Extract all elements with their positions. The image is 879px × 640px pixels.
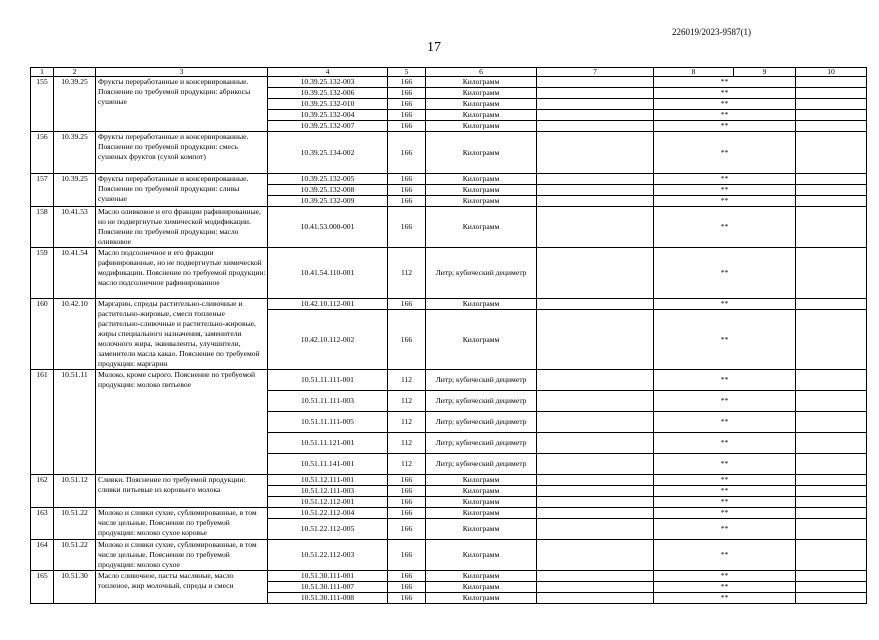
unit-name: Килограмм — [426, 196, 537, 207]
cell-col7 — [537, 310, 654, 370]
column-number-row — [31, 68, 867, 77]
product-description: Масло подсолнечное и его фракции рафинированные, но не подвергнутые химической модификации. Пояснение по требуемой продукции: масло подсолнечное рафинированное — [96, 248, 268, 299]
ktru-code: 10.39.25.132-009 — [268, 196, 388, 207]
cell-col7 — [537, 412, 654, 433]
mark-cell: ** — [654, 207, 796, 248]
unit-name: Килограмм — [426, 185, 537, 196]
ktru-code: 10.39.25.132-007 — [268, 121, 388, 132]
okpd-code: 10.51.30 — [54, 571, 96, 604]
okpd-code: 10.42.10 — [54, 299, 96, 370]
ktru-code: 10.51.12.111-001 — [268, 475, 388, 486]
mark-cell: ** — [654, 132, 796, 174]
ktru-code: 10.51.22.112-005 — [268, 519, 388, 540]
cell-col7 — [537, 185, 654, 196]
okpd-code: 10.51.22 — [54, 508, 96, 540]
ktru-code: 10.41.54.110-001 — [268, 248, 388, 299]
mark-cell: ** — [654, 185, 796, 196]
mark-cell: ** — [654, 370, 796, 391]
row-number: 160 — [31, 299, 54, 370]
product-description: Масло оливковое и его фракции рафинированные, но не подвергнутые химической модификации. Пояснение по требуемой продукции: масло оливковое — [96, 207, 268, 248]
unit-name: Килограмм — [426, 508, 537, 519]
cell-col7 — [537, 299, 654, 310]
unit-name: Килограмм — [426, 582, 537, 593]
okpd-code: 10.51.11 — [54, 370, 96, 475]
mark-cell: ** — [654, 88, 796, 99]
unit-name: Литр; кубический дециметр — [426, 454, 537, 475]
cell-col10 — [796, 174, 867, 185]
cell-col7 — [537, 593, 654, 604]
okei-code: 166 — [388, 99, 426, 110]
mark-cell: ** — [654, 77, 796, 88]
products-table — [30, 67, 867, 604]
cell-col7 — [537, 248, 654, 299]
cell-col7 — [537, 99, 654, 110]
mark-cell: ** — [654, 310, 796, 370]
cell-col10 — [796, 593, 867, 604]
product-description: Маргарин, спреды растительно-сливочные и растительно-жировые, смеси топленые растительно-сливочные и растительно-жировые, жиры специального назначения, заменители молочного жира, эквиваленты, улучшители, заменители масла какао. Пояснение по требуемой продукции: маргарин — [96, 299, 268, 370]
okei-code: 112 — [388, 412, 426, 433]
column-number: 3 — [96, 68, 268, 77]
okei-code: 166 — [388, 121, 426, 132]
row-number: 161 — [31, 370, 54, 475]
table-row — [31, 207, 867, 248]
okei-code: 166 — [388, 475, 426, 486]
unit-name: Килограмм — [426, 540, 537, 571]
okei-code: 112 — [388, 370, 426, 391]
column-number: 2 — [54, 68, 96, 77]
row-number: 162 — [31, 475, 54, 508]
table-row — [31, 132, 867, 174]
unit-name: Килограмм — [426, 174, 537, 185]
ktru-code: 10.51.30.111-001 — [268, 571, 388, 582]
table-row — [31, 370, 867, 391]
column-number: 1 — [31, 68, 54, 77]
row-number: 155 — [31, 77, 54, 132]
ktru-code: 10.39.25.132-003 — [268, 77, 388, 88]
table-row — [31, 299, 867, 310]
table-row — [31, 475, 867, 486]
document-number: 226019/2023-9587(1) — [672, 27, 751, 37]
okei-code: 166 — [388, 593, 426, 604]
ktru-code: 10.51.22.112-004 — [268, 508, 388, 519]
cell-col7 — [537, 571, 654, 582]
mark-cell: ** — [654, 121, 796, 132]
cell-col7 — [537, 370, 654, 391]
cell-col10 — [796, 391, 867, 412]
okei-code: 166 — [388, 310, 426, 370]
okei-code: 166 — [388, 77, 426, 88]
cell-col10 — [796, 196, 867, 207]
table-body — [31, 77, 867, 604]
okei-code: 166 — [388, 540, 426, 571]
cell-col10 — [796, 433, 867, 454]
mark-cell: ** — [654, 299, 796, 310]
product-description: Молоко, кроме сырого. Пояснение по требуемой продукции: молоко питьевое — [96, 370, 268, 475]
okei-code: 166 — [388, 196, 426, 207]
okpd-code: 10.39.25 — [54, 132, 96, 174]
product-description: Фрукты переработанные и консервированные. Пояснение по требуемой продукции: сливы сушеные — [96, 174, 268, 207]
product-description: Молоко и сливки сухие, сублимированные, в том числе цельные. Пояснение по требуемой продукции: молоко сухое коровье — [96, 508, 268, 540]
mark-cell: ** — [654, 571, 796, 582]
ktru-code: 10.51.12.111-003 — [268, 486, 388, 497]
ktru-code: 10.51.11.111-003 — [268, 391, 388, 412]
cell-col10 — [796, 508, 867, 519]
unit-name: Килограмм — [426, 110, 537, 121]
mark-cell: ** — [654, 486, 796, 497]
cell-col10 — [796, 412, 867, 433]
okei-code: 112 — [388, 248, 426, 299]
cell-col7 — [537, 391, 654, 412]
cell-col10 — [796, 185, 867, 196]
ktru-code: 10.39.25.134-002 — [268, 132, 388, 174]
ktru-code: 10.42.10.112-002 — [268, 310, 388, 370]
unit-name: Килограмм — [426, 299, 537, 310]
mark-cell: ** — [654, 508, 796, 519]
okei-code: 166 — [388, 185, 426, 196]
unit-name: Килограмм — [426, 77, 537, 88]
cell-col10 — [796, 486, 867, 497]
ktru-code: 10.51.11.111-001 — [268, 370, 388, 391]
column-number: 6 — [426, 68, 537, 77]
mark-cell: ** — [654, 174, 796, 185]
cell-col7 — [537, 121, 654, 132]
unit-name: Килограмм — [426, 121, 537, 132]
unit-name: Килограмм — [426, 497, 537, 508]
cell-col7 — [537, 77, 654, 88]
table-row — [31, 508, 867, 519]
product-description: Фрукты переработанные и консервированные. Пояснение по требуемой продукции: смесь сушеных фруктов (сухой компот) — [96, 132, 268, 174]
mark-cell: ** — [654, 475, 796, 486]
cell-col7 — [537, 132, 654, 174]
mark-cell: ** — [654, 497, 796, 508]
okpd-code: 10.41.53 — [54, 207, 96, 248]
ktru-code: 10.51.11.111-005 — [268, 412, 388, 433]
cell-col7 — [537, 475, 654, 486]
mark-cell: ** — [654, 196, 796, 207]
ktru-code: 10.42.10.112-001 — [268, 299, 388, 310]
column-number: 7 — [537, 68, 654, 77]
cell-col10 — [796, 571, 867, 582]
mark-cell: ** — [654, 454, 796, 475]
ktru-code: 10.39.25.132-005 — [268, 174, 388, 185]
ktru-code: 10.51.11.141-001 — [268, 454, 388, 475]
row-number: 158 — [31, 207, 54, 248]
okei-code: 166 — [388, 132, 426, 174]
unit-name: Литр; кубический дециметр — [426, 412, 537, 433]
unit-name: Килограмм — [426, 310, 537, 370]
row-number: 163 — [31, 508, 54, 540]
cell-col7 — [537, 582, 654, 593]
row-number: 165 — [31, 571, 54, 604]
cell-col10 — [796, 207, 867, 248]
cell-col10 — [796, 475, 867, 486]
page-number: 17 — [427, 40, 441, 55]
unit-name: Литр; кубический дециметр — [426, 391, 537, 412]
okei-code: 166 — [388, 582, 426, 593]
column-number: 9 — [734, 68, 796, 77]
okpd-code: 10.51.22 — [54, 540, 96, 571]
okei-code: 112 — [388, 391, 426, 412]
cell-col7 — [537, 497, 654, 508]
row-number: 157 — [31, 174, 54, 207]
cell-col10 — [796, 88, 867, 99]
cell-col7 — [537, 196, 654, 207]
mark-cell: ** — [654, 433, 796, 454]
cell-col10 — [796, 248, 867, 299]
mark-cell: ** — [654, 391, 796, 412]
mark-cell: ** — [654, 99, 796, 110]
row-number: 164 — [31, 540, 54, 571]
okei-code: 166 — [388, 571, 426, 582]
unit-name: Килограмм — [426, 207, 537, 248]
cell-col10 — [796, 121, 867, 132]
row-number: 159 — [31, 248, 54, 299]
product-description: Сливки. Пояснение по требуемой продукции: сливки питьевые из коровьего молока — [96, 475, 268, 508]
okei-code: 166 — [388, 174, 426, 185]
unit-name: Килограмм — [426, 571, 537, 582]
cell-col10 — [796, 454, 867, 475]
cell-col10 — [796, 310, 867, 370]
cell-col10 — [796, 299, 867, 310]
okei-code: 166 — [388, 508, 426, 519]
okpd-code: 10.41.54 — [54, 248, 96, 299]
okei-code: 112 — [388, 454, 426, 475]
cell-col7 — [537, 519, 654, 540]
okpd-code: 10.51.12 — [54, 475, 96, 508]
ktru-code: 10.51.30.111-007 — [268, 582, 388, 593]
cell-col10 — [796, 132, 867, 174]
mark-cell: ** — [654, 412, 796, 433]
unit-name: Литр; кубический дециметр — [426, 433, 537, 454]
cell-col10 — [796, 582, 867, 593]
unit-name: Килограмм — [426, 593, 537, 604]
cell-col10 — [796, 370, 867, 391]
mark-cell: ** — [654, 593, 796, 604]
mark-cell: ** — [654, 248, 796, 299]
ktru-code: 10.41.53.000-001 — [268, 207, 388, 248]
product-description: Молоко и сливки сухие, сублимированные, в том числе цельные. Пояснение по требуемой продукции: молоко сухое — [96, 540, 268, 571]
ktru-code: 10.51.11.121-001 — [268, 433, 388, 454]
ktru-code: 10.39.25.132-010 — [268, 99, 388, 110]
okei-code: 166 — [388, 497, 426, 508]
unit-name: Килограмм — [426, 132, 537, 174]
column-number: 10 — [796, 68, 867, 77]
product-description: Масло сливочное, пасты масляные, масло топленое, жир молочный, спреды и смеси — [96, 571, 268, 604]
okei-code: 166 — [388, 110, 426, 121]
ktru-code: 10.39.25.132-006 — [268, 88, 388, 99]
okei-code: 112 — [388, 433, 426, 454]
column-number: 8 — [654, 68, 734, 77]
unit-name: Килограмм — [426, 99, 537, 110]
ktru-code: 10.51.22.112-003 — [268, 540, 388, 571]
cell-col7 — [537, 540, 654, 571]
ktru-code: 10.51.12.112-001 — [268, 497, 388, 508]
cell-col10 — [796, 519, 867, 540]
mark-cell: ** — [654, 110, 796, 121]
ktru-code: 10.39.25.132-004 — [268, 110, 388, 121]
unit-name: Килограмм — [426, 519, 537, 540]
mark-cell: ** — [654, 582, 796, 593]
cell-col7 — [537, 110, 654, 121]
ktru-code: 10.51.30.111-008 — [268, 593, 388, 604]
cell-col10 — [796, 99, 867, 110]
mark-cell: ** — [654, 519, 796, 540]
cell-col7 — [537, 508, 654, 519]
cell-col7 — [537, 174, 654, 185]
unit-name: Килограмм — [426, 486, 537, 497]
row-number: 156 — [31, 132, 54, 174]
table-row — [31, 174, 867, 185]
okpd-code: 10.39.25 — [54, 174, 96, 207]
okei-code: 166 — [388, 207, 426, 248]
okpd-code: 10.39.25 — [54, 77, 96, 132]
table-row — [31, 540, 867, 571]
cell-col7 — [537, 433, 654, 454]
cell-col10 — [796, 110, 867, 121]
unit-name: Килограмм — [426, 475, 537, 486]
cell-col10 — [796, 77, 867, 88]
table-row — [31, 248, 867, 299]
okei-code: 166 — [388, 299, 426, 310]
okei-code: 166 — [388, 88, 426, 99]
ktru-code: 10.39.25.132-008 — [268, 185, 388, 196]
cell-col7 — [537, 454, 654, 475]
unit-name: Литр; кубический дециметр — [426, 248, 537, 299]
cell-col7 — [537, 486, 654, 497]
unit-name: Литр; кубический дециметр — [426, 370, 537, 391]
okei-code: 166 — [388, 519, 426, 540]
mark-cell: ** — [654, 540, 796, 571]
cell-col7 — [537, 207, 654, 248]
cell-col10 — [796, 497, 867, 508]
table-row — [31, 571, 867, 582]
column-number: 4 — [268, 68, 388, 77]
cell-col10 — [796, 540, 867, 571]
cell-col7 — [537, 88, 654, 99]
okei-code: 166 — [388, 486, 426, 497]
unit-name: Килограмм — [426, 88, 537, 99]
column-number: 5 — [388, 68, 426, 77]
table-row — [31, 77, 867, 88]
product-description: Фрукты переработанные и консервированные. Пояснение по требуемой продукции: абрикосы сушеные — [96, 77, 268, 132]
